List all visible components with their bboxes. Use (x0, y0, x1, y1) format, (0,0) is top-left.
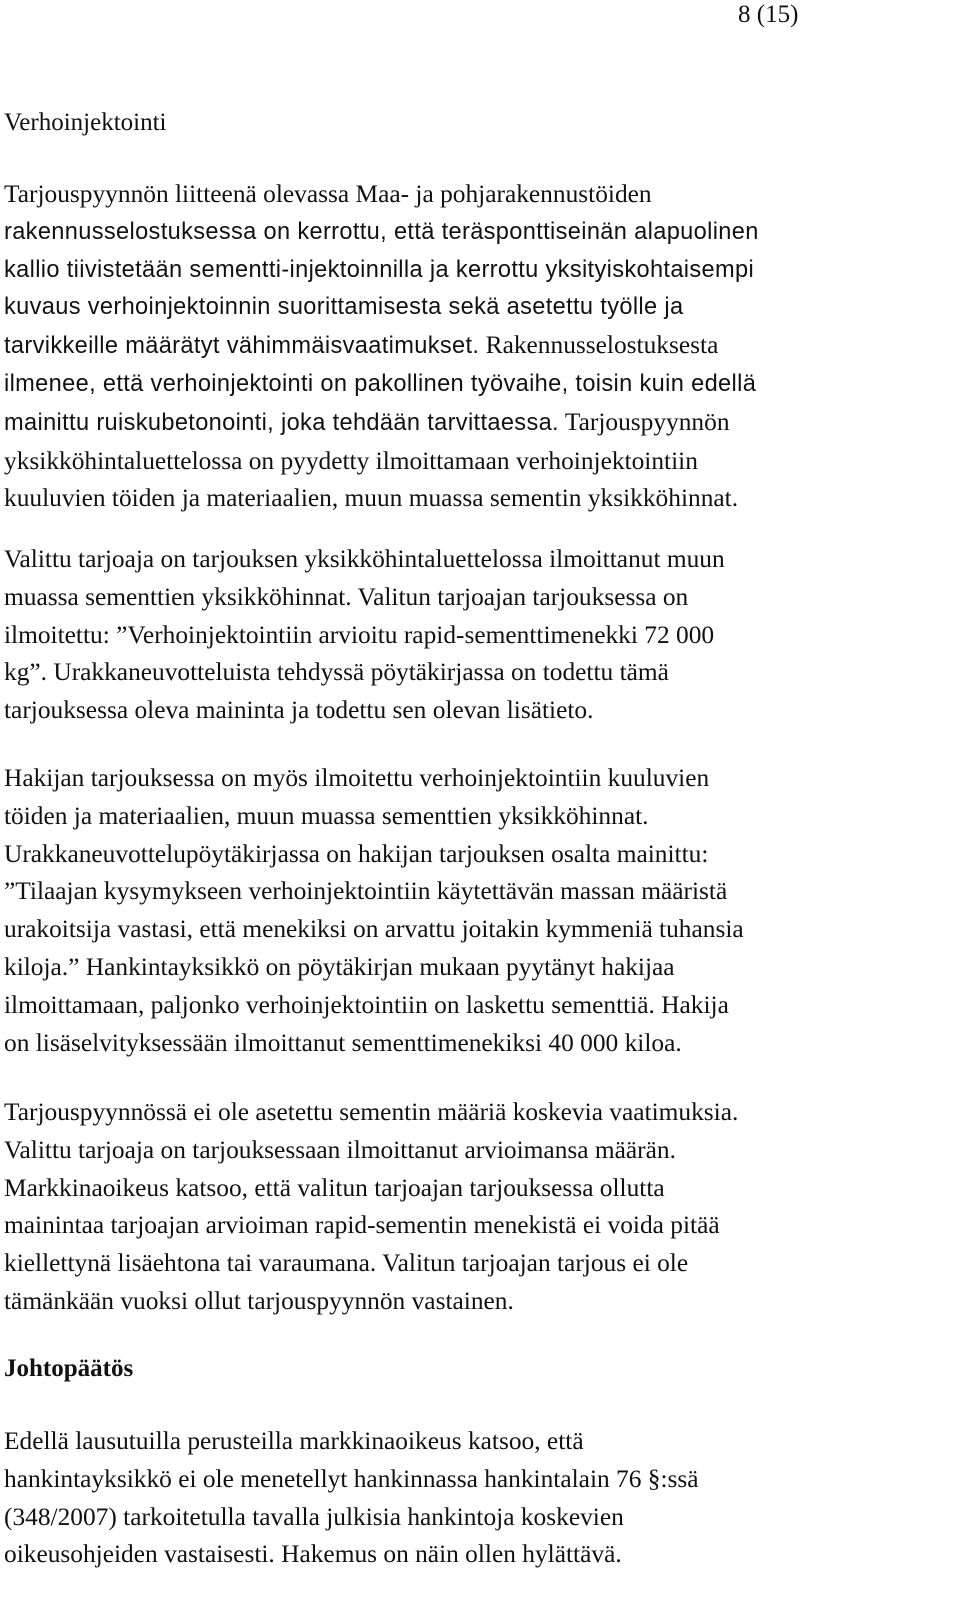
text-line: Tarjouspyynnössä ei ole asetettu sementin määriä koskevia vaatimuksia. (4, 1098, 739, 1126)
text-line: hankintayksikkö ei ole menetellyt hankinnassa hankintalain 76 §:ssä (4, 1464, 699, 1493)
text-line: muassa sementtien yksikköhinnat. Valitun tarjoajan tarjouksessa on (4, 582, 689, 611)
text-line: kiloja.” Hankintayksikkö on pöytäkirjan mukaan pyytänyt hakijaa (4, 952, 675, 981)
text-line: Tarjouspyynnön liitteenä olevassa Maa- ja pohjarakennustöiden (4, 180, 652, 208)
text-fragment: Tarjouspyynnön (558, 407, 730, 436)
text-line: Valittu tarjoaja on tarjouksen yksikköhintaluettelossa ilmoittanut muun (4, 545, 725, 573)
text-line: kuuluvien töiden ja materiaalien, muun muassa sementin yksikköhinnat. (4, 484, 739, 513)
text-line: ilmoittamaan, paljonko verhoinjektointiin on laskettu sementtiä. Hakija (4, 990, 729, 1019)
text-line: oikeusohjeiden vastaisesti. Hakemus on näin ollen hylättävä. (4, 1540, 622, 1569)
text-line: ilmoitettu: ”Verhoinjektointiin arvioitu rapid-sementtimenekki 72 000 (4, 620, 715, 649)
paragraph-court-assessment (4, 1094, 949, 1321)
text-line: ilmenee, että verhoinjektointi on pakollinen työvaihe, toisin kuin edellä (4, 370, 757, 397)
text-line: kg”. Urakkaneuvotteluista tehdyssä pöytäkirjassa on todettu tämä (4, 658, 669, 687)
text-line: kiellettynä lisäehtona tai varaumana. Valitun tarjoajan tarjous ei ole (4, 1249, 689, 1278)
section-title-verhoinjektointi: Verhoinjektointi (4, 109, 167, 136)
text-fragment: tarvikkeille määrätyt vähimmäisvaatimukset. (4, 333, 480, 360)
text-line: Markkinaoikeus katsoo, että valitun tarjoajan tarjouksessa ollutta (4, 1173, 665, 1202)
section-title-johtopaatos: Johtopäätös (4, 1355, 134, 1382)
text-line: urakoitsija vastasi, että menekiksi on arvattu joitakin kymmeniä tuhansia (4, 915, 744, 944)
text-line: yksikköhintaluettelossa on pyydetty ilmoittamaan verhoinjektointiin (4, 446, 698, 475)
text-line: rakennusselostuksessa on kerrottu, että teräsponttiseinän alapuolinen (4, 218, 759, 245)
paragraph-tender-description (4, 176, 949, 518)
text-line: Urakkaneuvottelupöytäkirjassa on hakijan tarjouksen osalta mainittu: (4, 839, 709, 868)
text-line: mainintaa tarjoajan arvioiman rapid-sementin menekistä ei voida pitää (4, 1211, 720, 1240)
text-line: kuvaus verhoinjektoinnin suorittamisesta sekä asetettu työlle ja (4, 294, 684, 321)
text-line: ”Tilaajan kysymykseen verhoinjektointiin käytettävän massan määristä (4, 877, 728, 906)
paragraph-conclusion (4, 1423, 949, 1574)
text-line: töiden ja materiaalien, muun muassa sementtien yksikköhinnat. (4, 801, 649, 830)
text-line: (348/2007) tarkoitetulla tavalla julkisia hankintoja koskevien (4, 1502, 624, 1531)
text-line: on lisäselvityksessään ilmoittanut sementtimenekiksi 40 000 kiloa. (4, 1028, 682, 1057)
text-line: kallio tiivistetään sementti-injektoinnilla ja kerrottu yksityiskohtaisempi (4, 256, 755, 283)
text-fragment: mainittu ruiskubetonointi, joka tehdään tarvittaessa. (4, 409, 559, 436)
page-number: 8 (15) (738, 1, 799, 28)
text-line: tämänkään vuoksi ollut tarjouspyynnön vastainen. (4, 1286, 514, 1315)
text-line: tarjouksessa oleva maininta ja todettu sen olevan lisätieto. (4, 696, 594, 725)
text-line: Edellä lausutuilla perusteilla markkinaoikeus katsoo, että (4, 1427, 584, 1455)
text-fragment: Rakennusselostuksesta (479, 331, 719, 360)
paragraph-applicant-bid (4, 760, 949, 1062)
text-line: Valittu tarjoaja on tarjouksessaan ilmoittanut arvioimansa määrän. (4, 1135, 676, 1164)
paragraph-selected-bidder (4, 541, 949, 730)
text-line: Hakijan tarjouksessa on myös ilmoitettu verhoinjektointiin kuuluvien (4, 764, 710, 792)
